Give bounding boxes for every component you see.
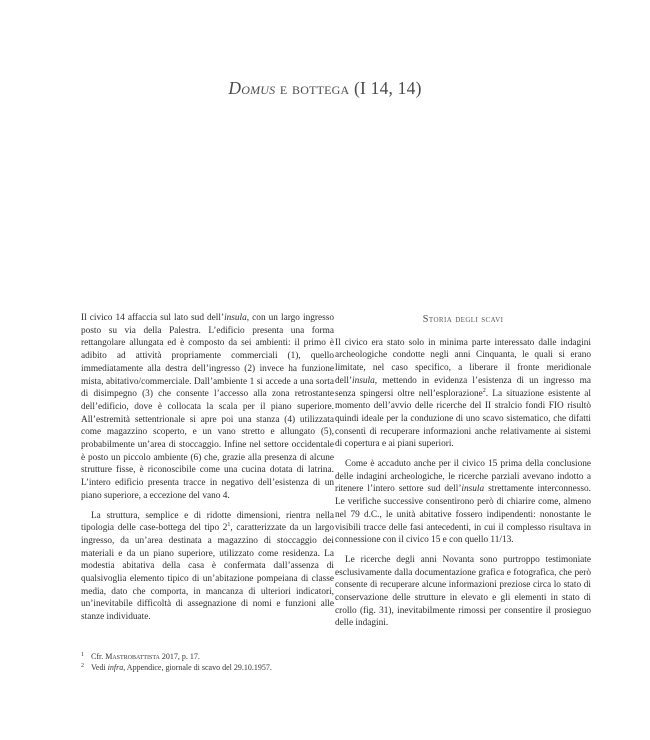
text-run: , mettendo in evidenza l’esistenza di un ingresso ma senza spingersi oltre nell’esplorazione	[335, 375, 591, 399]
text-run: Cfr.	[91, 652, 106, 661]
author-name: Mastrobattista	[105, 652, 160, 661]
chapter-title	[0, 78, 650, 99]
text-run: , caratterizzate da un largo ingresso, da un’area destinata a magazzino di stoccaggio dei materiali e da un piano superiore, utilizzato come residenza. La modestia abitativa della casa è confermata dall’assenza di qualsivoglia elemento tipico di un’abitazione pompeiana di classe media, dato che comporta, in mancanza di ulteriori indicatori, un’inevitabile difficoltà di assegnazione di nomi e funzioni alle stanze individuate.	[81, 523, 334, 623]
italic-run: insula	[461, 484, 485, 495]
text-run: strettamente interconnesso. Le verifiche successive consentirono però di chiarire come, almeno nel 79 d.C., le unità abitative fossero indipendenti: nonostante le visibili tracce delle fasi antecedenti, in cui il complesso risultava in connessione con il civico 15 e con quello 11/13.	[335, 484, 591, 546]
footnotes	[81, 651, 341, 673]
footnote-text	[91, 662, 272, 673]
footnote-text	[91, 651, 200, 662]
text-run: Vedi	[91, 663, 108, 672]
left-paragraph-2	[81, 510, 334, 624]
right-paragraph-3: Le ricerche degli anni Novanta sono purtroppo testimoniate esclusivamente dalla documentazione grafica e fotografica, che però consente di recuperare alcune informazioni preziose circa lo stato di conservazione delle strutture in elevato e gli elementi in stato di crollo (fig. 31), inevitabilmente rimossi per consentire il prosieguo delle indagini.	[335, 554, 591, 629]
text-run: Come è accaduto anche per il civico 15 prima della conclusione delle indagini archeologiche, le ricerche parziali avevano indotto a ritenere l’intero settore sud dell’	[335, 459, 591, 495]
section-heading: Storia degli scavi	[422, 314, 504, 325]
text-run: 2017, p. 17.	[159, 652, 200, 661]
text-run: Il civico 14 affaccia sul lato sud dell’	[81, 313, 225, 323]
footnote-1	[81, 651, 341, 662]
title-italic-word: Domus	[228, 78, 276, 98]
left-column	[81, 312, 334, 624]
text-run: , Appendice, giornale di scavo del 29.10.1957.	[123, 663, 272, 672]
italic-run: insula	[352, 375, 375, 386]
text-run: . La situazione esistente al momento dell’avvio delle ricerche del II stralcio fondi FIO risultò quindi ideale per la conduzione di uno scavo sistematico, che difatti consentì di recuperare informazioni anche relativamente ai sistemi di copertura e ai piani superiori.	[335, 388, 591, 450]
text-run: La struttura, semplice e di ridotte dimensioni, rientra nella tipologia delle case-bottega del tipo 2	[81, 510, 334, 534]
footnote-ref-1[interactable]: 1	[227, 522, 231, 529]
left-paragraph-1	[81, 312, 334, 503]
footnote-number: 2	[81, 663, 84, 669]
footnote-2	[81, 662, 341, 673]
right-paragraph-2	[335, 458, 591, 547]
text-run: , con un largo ingresso posto su via della Palestra. L’edificio presenta una forma rettangolare allungata ed è composto da sei ambienti: il primo è adibito ad attività propriamente commerciali (1), quello immediatamente alla destra dell’ingresso (2) invece ha funzione mista, abitativo/commerciale. Dall’ambiente 1 si accede a una sorta di disimpegno (3) che consente l’accesso alla zona retrostante dell’edificio, dove è collocata la scala per il piano superiore. All’estremità settentrionale si apre poi una stanza (4) utilizzata come magazzino scoperto, e un vano stretto e allungato (5), probabilmente un’area di stoccaggio. Infine nel settore occidentale è posto un piccolo ambiente (6) che, grazie alla presenza di alcune strutture fisse, è riconoscibile come una cucina dotata di latrina. L’intero edificio presenta tracce in negativo dell’esistenza di un piano superiore, a eccezione del vano 4.	[81, 313, 334, 501]
footnote-number: 1	[81, 652, 84, 658]
text-run: Il civico era stato solo in minima parte interessato dalle indagini archeologiche condotte negli anni Cinquanta, le quali si erano limitate, nel caso specifico, a liberare il fronte meridionale dell’	[335, 337, 591, 386]
italic-run: infra	[107, 663, 124, 672]
right-paragraph-1	[335, 337, 591, 451]
title-rest: e bottega (I 14, 14)	[275, 78, 422, 98]
footnote-ref-2[interactable]: 2	[482, 387, 486, 394]
right-column	[335, 312, 591, 630]
italic-run: insula	[224, 313, 247, 323]
